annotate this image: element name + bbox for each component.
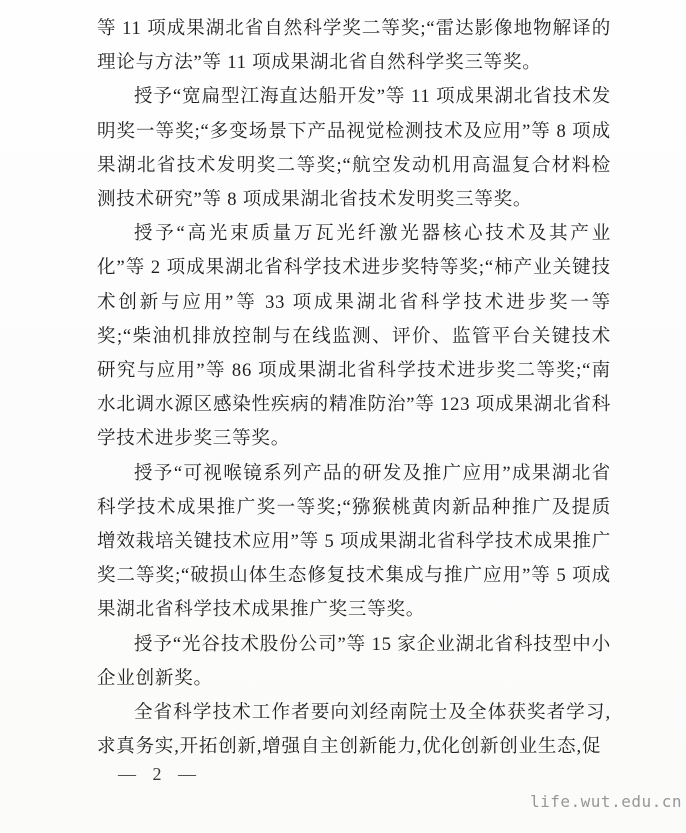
paragraph-continuation-natural-science-awards: 等 11 项成果湖北省自然科学奖二等奖;“雷达影像地物解译的理论与方法”等 11 项成果湖北省自然科学奖三等奖。 [97,19,611,74]
paragraph-technology-invention-awards: 授予“宽扁型江海直达船开发”等 11 项成果湖北省技术发明奖一等奖;“多变场景下产品视觉检测技术及应用”等 8 项成果湖北省技术发明奖二等奖;“航空发动机用高温复合材料检测技术研究”等 8 项成果湖北省技术发明奖三等奖。 [97,87,611,211]
paragraph-call-to-action: 全省科学技术工作者要向刘经南院士及全体获奖者学习,求真务实,开拓创新,增强自主创新能力,优化创新创业生态,促 [97,703,611,758]
paragraph-science-technology-progress-awards: 授予“高光束质量万瓦光纤激光器核心技术及其产业化”等 2 项成果湖北省科学技术进步奖特等奖;“柿产业关键技术创新与应用”等 33 项成果湖北省科学技术进步奖一等奖;“柴油机排放控制与在线监测、评价、监管平台关键技术研究与应用”等 86 项成果湖北省科学技术进步奖二等奖;“南水北调水源区感染性疾病的精准防治”等 123 项成果湖北省科学技术进步奖三等奖。 [97,224,611,450]
paragraph-sme-innovation-award: 授予“光谷技术股份公司”等 15 家企业湖北省科技型中小企业创新奖。 [97,634,611,689]
watermark-url: life.wut.edu.cn [530,792,682,811]
paragraph-achievement-promotion-awards: 授予“可视喉镜系列产品的研发及推广应用”成果湖北省科学技术成果推广奖一等奖;“猕猴桃黄肉新品种推广及提质增效栽培关键技术应用”等 5 项成果湖北省科学技术成果推广奖二等奖;“破损山体生态修复技术集成与推广应用”等 5 项成果湖北省科学技术成果推广奖三等奖。 [97,463,611,621]
page-number: — 2 — [118,764,202,784]
document-body [97,12,611,764]
